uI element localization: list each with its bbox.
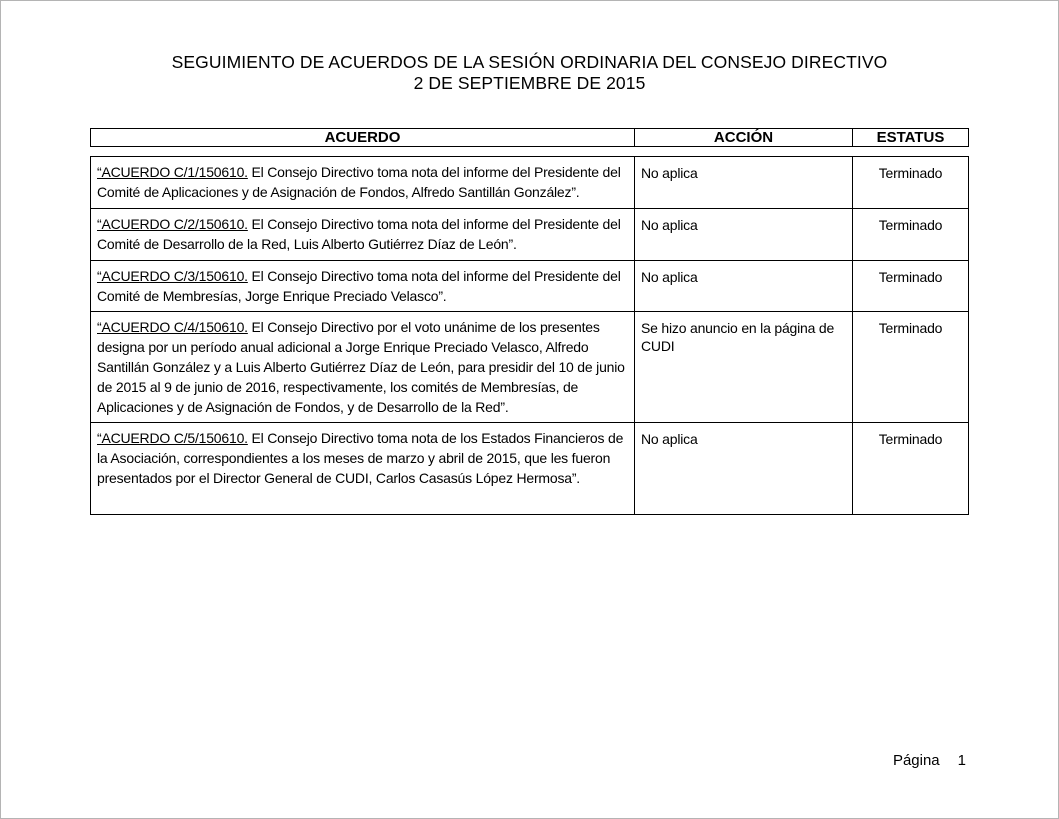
estatus-cell: Terminado [853, 312, 969, 423]
page-footer [893, 752, 966, 770]
acuerdo-cell [91, 423, 635, 515]
acuerdo-cell [91, 312, 635, 423]
acuerdo-text: El Consejo Directivo por el voto unánime de los presentes designa por un período anual adicional a Jorge Enrique Preciado Velasco, Alfredo Santillán González y a Luis Alberto Gutiérrez Díaz de León, para presidir del 10 de junio de 2015 al 9 de junio de 2016, respectivamente, los comités de Membresías, de Aplicaciones y de Asignación de Fondos, y de Desarrollo de la Red”. [97, 319, 625, 415]
column-header-estatus: ESTATUS [853, 129, 969, 147]
page-title [1, 52, 1058, 94]
acuerdo-cell [91, 157, 635, 209]
column-header-accion: ACCIÓN [635, 129, 853, 147]
title-line-2: 2 DE SEPTIEMBRE DE 2015 [413, 73, 646, 93]
page-number: 1 [957, 752, 966, 769]
table-row [91, 312, 969, 423]
acuerdo-cell [91, 261, 635, 312]
acuerdo-text: El Consejo Directivo toma nota del informe del Presidente del Comité de Desarrollo de la Red, Luis Alberto Gutiérrez Díaz de León”. [97, 216, 621, 252]
estatus-cell: Terminado [853, 157, 969, 209]
table-row [91, 157, 969, 209]
accion-cell: No aplica [635, 261, 853, 312]
estatus-cell: Terminado [853, 261, 969, 312]
estatus-cell: Terminado [853, 423, 969, 515]
acuerdo-cell [91, 209, 635, 261]
acuerdo-text: El Consejo Directivo toma nota de los Estados Financieros de la Asociación, correspondientes a los meses de marzo y abril de 2015, que les fueron presentados por el Director General de CUDI, Carlos Casasús López Hermosa”. [97, 430, 624, 486]
estatus-cell: Terminado [853, 209, 969, 261]
accion-cell: No aplica [635, 423, 853, 515]
accion-cell: No aplica [635, 157, 853, 209]
title-line-1: SEGUIMIENTO DE ACUERDOS DE LA SESIÓN ORDINARIA DEL CONSEJO DIRECTIVO [171, 52, 888, 72]
agreements-table [90, 156, 969, 515]
acuerdo-reference: “ACUERDO C/4/150610. [97, 319, 248, 335]
column-header-acuerdo: ACUERDO [91, 129, 635, 147]
table-row [91, 261, 969, 312]
accion-cell: No aplica [635, 209, 853, 261]
table-row [91, 209, 969, 261]
acuerdo-reference: “ACUERDO C/2/150610. [97, 216, 248, 232]
acuerdo-reference: “ACUERDO C/3/150610. [97, 268, 248, 284]
table-row [91, 423, 969, 515]
accion-cell: Se hizo anuncio en la página de CUDI [635, 312, 853, 423]
table-header [90, 128, 969, 147]
acuerdo-reference: “ACUERDO C/1/150610. [97, 164, 248, 180]
acuerdo-reference: “ACUERDO C/5/150610. [97, 430, 248, 446]
acuerdo-text: El Consejo Directivo toma nota del informe del Presidente del Comité de Membresías, Jorge Enrique Preciado Velasco”. [97, 268, 621, 304]
page-label: Página [892, 752, 940, 769]
acuerdo-text: El Consejo Directivo toma nota del informe del Presidente del Comité de Aplicaciones y de Asignación de Fondos, Alfredo Santillán González”. [97, 164, 621, 200]
